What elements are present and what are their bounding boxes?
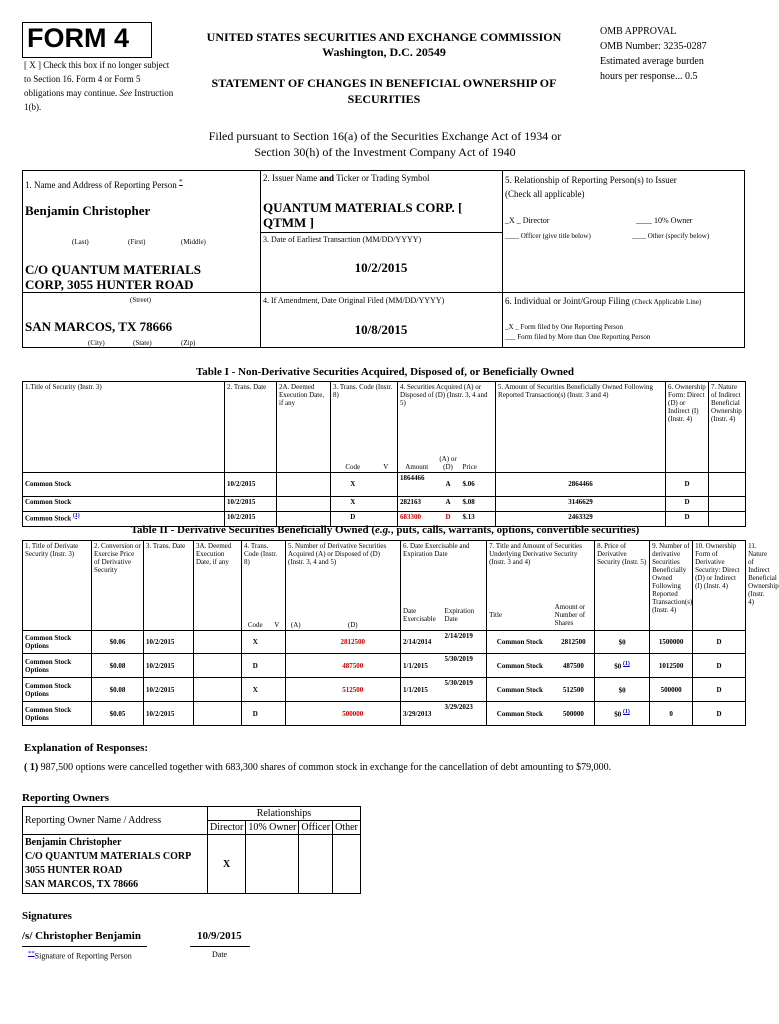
footnote-link[interactable]: ** (28, 950, 35, 957)
table-row: Common Stock Options $0.08 10/2/2015 D 487500 1/1/2015 5/30/2019 Common Stock 487500 $0 $^{(1)}$ 1012500 D (23, 654, 746, 678)
filing-one-person: _X _ Form filed by One Reporting Person (505, 323, 624, 331)
t1-h-form: 6. Ownership Form: Direct (D) or Indirect (I) (Instr. 4) (666, 382, 709, 473)
street-address: C/O QUANTUM MATERIALS CORP, 3055 HUNTER ROAD (25, 262, 201, 292)
footnote-marker[interactable]: * (178, 177, 183, 186)
owners-relationships: Relationships (208, 807, 361, 821)
t1-h-nature: 7. Nature of Indirect Beneficial Ownership (Instr. 4) (711, 383, 742, 423)
t1-h-owned: 5. Amount of Securities Beneficially Owned Following Reported Transaction(s) (Instr. 3 and 4) (496, 382, 666, 473)
box4-label: 4. If Amendment, Date Original Filed (MM/DD/YYYY) (263, 296, 445, 305)
t1-h-deemed: 2A. Deemed Execution Date, if any (277, 382, 331, 473)
t2-h-date: 3. Trans. Date (144, 541, 194, 631)
owner-address: Benjamin Christopher C/O QUANTUM MATERIALS CORP 3055 HUNTER ROAD SAN MARCOS, TX 78666 (23, 835, 208, 894)
t2-h-underlying: 7. Title and Amount of Securities Underlying Derivative Security (Instr. 3 and 4) (487, 541, 595, 601)
t1-h-code-sub: Code (345, 462, 361, 471)
t1-h-ad: (A) or (D) (439, 454, 457, 471)
table1 (22, 381, 746, 527)
table2-title: Table II - Derivative Securities Beneficially Owned (e.g., puts, calls, warrants, options, convertible securities) (130, 524, 640, 536)
statement-title: STATEMENT OF CHANGES IN BENEFICIAL OWNERSHIP OF SECURITIES (211, 76, 557, 106)
t2-h-code: 4. Trans. Code (Instr. 8) (242, 541, 286, 601)
table-row: Common Stock Options $0.08 10/2/2015 X 512500 1/1/2015 5/30/2019 Common Stock 512500 $0 500000 D (23, 678, 746, 702)
t1-h-securities: 4. Securities Acquired (A) or Disposed of (D) (Instr. 3, 4 and 5) (398, 382, 496, 454)
form-title-box (22, 22, 152, 58)
box3-label: 3. Date of Earliest Transaction (MM/DD/YYYY) (263, 235, 422, 244)
table-row: Common Stock Options $0.06 10/2/2015 X 2812500 2/14/2014 2/14/2019 Common Stock 2812500 $0 1500000 D (23, 631, 746, 654)
t2-h-conversion: 2. Conversion or Exercise Price of Derivative Security (92, 541, 144, 631)
city-label: (City) (88, 339, 105, 347)
filed-pursuant: Filed pursuant to Section 16(a) of the Securities Exchange Act of 1934 or Section 30(h) of the Investment Company Act of 1940 (208, 129, 562, 159)
t1-h-date: 2. Trans. Date (225, 382, 277, 473)
signatures-heading: Signatures (22, 910, 72, 922)
table-row: Common Stock $^{(1)}$ 10/2/2015 D 683300 D $.13 2463329 D (23, 511, 746, 526)
date-label: Date (212, 950, 228, 959)
earliest-transaction-date: 10/2/2015 (354, 260, 408, 275)
filing-more-persons: ___ Form filed by More than One Reporting Person (505, 333, 651, 341)
city-state-zip: SAN MARCOS, TX 78666 (25, 319, 173, 334)
first-label: (First) (128, 238, 146, 246)
t2-h-exercisable: 6. Date Exercisable and Expiration Date (401, 541, 487, 601)
t2-h-price: 8. Price of Derivative Security (Instr. 5) (595, 541, 650, 631)
signature-name: /s/ Christopher Benjamin (22, 930, 141, 942)
rel-director: _X _ Director (505, 216, 550, 225)
t1-h-price: Price (461, 454, 496, 473)
footnote-link[interactable]: (1) (623, 708, 630, 715)
t1-h-amount: Amount (405, 462, 429, 471)
signature-label: **Signature of Reporting Person (28, 950, 132, 961)
footnote-link[interactable]: (1) (72, 512, 80, 519)
table-row: Common Stock 10/2/2015 X 282163 A $.08 3146629 D (23, 496, 746, 511)
table2: 1. Title of Derivate Security (Instr. 3) 2. Conversion or Exercise Price of Derivative Security 3. Trans. Date 3A. Deemed Execution Date, if any 4. Trans. Code (Instr. 8) 5. Number of Derivative Securities Acquired (A) or Disposed of (D) (Instr. 3, 4 and 5) 6. Date Exercisable and Expiration Date 7. Title and Amount of Securities Underlying Derivative Security (Instr. 3 and 4) 8. Price of Derivative Security (Instr. 5) 9. Number of derivative Securities Beneficially Owned Following Reported Transaction(s) (Instr. 4) 10. Ownership Form of Derivative Security: Direct (D) or Indirect (I) (Instr. 4) 11. Nature of Indirect Beneficial Ownership (Instr. 4) Code V (A) (D) Date Exercisable Expiration Date Title Amount or Number of Shares Common Stock Options $0.06 10/2/2015 X 2812500 2/14/2014 2/14/2019 Common Stock 2812500 $0 1500000 D Common Stock Options $0.08 10/2/2015 D 487500 1/1/2015 5/30/2019 Common Stock 487500 $0 $^{(1)}$ 1012500 D Common Stock Options $0.08 10/2/2015 X 512500 1/1/2015 5/30/2019 Common Stock 512500 $0 500000 D Common Stock Options $0.05 10/2/2015 D 500000 3/29/2013 3/29/2023 Common Stock 500000 $0 $^{(1)}$ 0 D (22, 540, 746, 726)
box2-label: 2. Issuer Name and Ticker or Trading Symbol (263, 173, 430, 183)
box6-label: 6. Individual or Joint/Group Filing (Check Applicable Line) (505, 296, 702, 306)
issuer-name: QUANTUM MATERIALS CORP. [ QTMM ] (263, 200, 463, 230)
t1-h-code: 3. Trans. Code (Instr. 8) (331, 382, 398, 454)
owners-heading: Reporting Owners (22, 792, 110, 804)
table-row: Common Stock 10/2/2015 X 1864466 A $.06 2864466 D (23, 472, 746, 496)
zip-label: (Zip) (181, 339, 196, 347)
explanation-item: ( 1) 987,500 options were cancelled together with 683,300 shares of common stock in exchange for the cancellation of debt amounting to $79,000. (24, 762, 612, 773)
t2-h-title: 1. Title of Derivate Security (Instr. 3) (23, 541, 92, 631)
form-title: FORM 4 (27, 23, 130, 53)
agency-location: Washington, D.C. 20549 (322, 45, 446, 59)
amendment-date: 10/8/2015 (354, 322, 408, 337)
owners-table: Reporting Owner Name / Address Relationships Director 10% Owner Officer Other Benjamin Christopher C/O QUANTUM MATERIALS CORP 3055 HUNTER ROAD SAN MARCOS, TX 78666 X (22, 806, 361, 894)
middle-label: (Middle) (181, 238, 206, 246)
checkbox-note: [ X ] Check this box if no longer subject to Section 16. Form 4 or Form 5 obligations may continue. See Instruction 1(b). (24, 60, 174, 112)
box5-label: 5. Relationship of Reporting Person(s) to Issuer (Check all applicable) (505, 175, 677, 199)
table1-title: Table I - Non-Derivative Securities Acquired, Disposed of, or Beneficially Owned (195, 366, 575, 378)
t2-h-number: 5. Number of Derivative Securities Acquired (A) or Disposed of (D) (Instr. 3, 4 and 5) (286, 541, 401, 601)
t1-h-title: 1.Title of Security (Instr. 3) (23, 382, 225, 473)
omb-approval: OMB APPROVAL OMB Number: 3235-0287 Estimated average burden hours per response... 0.5 (600, 26, 707, 82)
reporting-person-name: Benjamin Christopher (25, 203, 151, 218)
agency-name: UNITED STATES SECURITIES AND EXCHANGE COMMISSION (206, 30, 562, 44)
rel-officer: ____ Officer (give title below) (505, 232, 591, 240)
table-row: Common Stock Options $0.05 10/2/2015 D 500000 3/29/2013 3/29/2023 Common Stock 500000 $0 $^{(1)}$ 0 D (23, 702, 746, 726)
box1-label: 1. Name and Address of Reporting Person * (25, 177, 183, 190)
owners-col-name: Reporting Owner Name / Address (23, 807, 208, 835)
t2-h-form: 10. Ownership Form of Derivative Security: Direct (D) or Indirect (I) (Instr. 4) (693, 541, 746, 631)
street-label: (Street) (130, 296, 151, 304)
t2-h-deemed: 3A. Deemed Execution Date, if any (194, 541, 242, 631)
rel-ten-pct-owner: ____ 10% Owner (636, 216, 693, 225)
t2-h-owned: 9. Number of derivative Securities Beneficially Owned Following Reported Transaction(s) (Instr. 4) (650, 541, 693, 631)
explanation-heading: Explanation of Responses: (24, 742, 149, 754)
t1-h-v: V (375, 454, 398, 473)
rel-other: ____ Other (specify below) (632, 232, 710, 240)
signature-date: 10/9/2015 (197, 930, 242, 942)
footnote-link[interactable]: (1) (623, 660, 630, 667)
last-label: (Last) (72, 238, 89, 246)
state-label: (State) (133, 339, 152, 347)
